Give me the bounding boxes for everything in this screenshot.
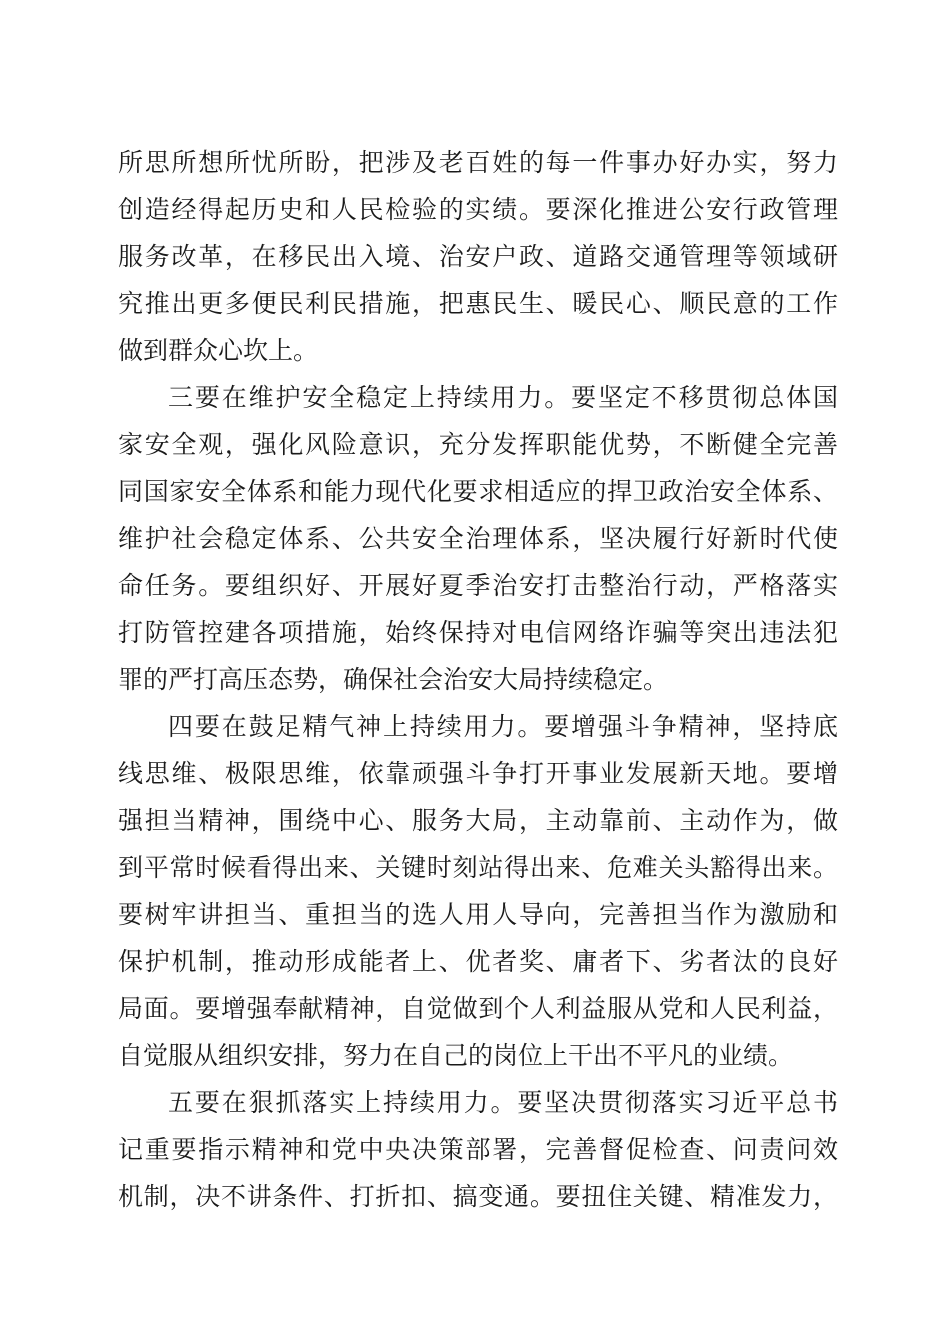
text-line: 创造经得起历史和人民检验的实绩。要深化推进公安行政管理 xyxy=(118,195,838,224)
text-line: 记重要指示精神和党中央决策部署，完善督促检查、问责问效 xyxy=(118,1135,838,1164)
text-line: 维护社会稳定体系、公共安全治理体系，坚决履行好新时代使 xyxy=(118,524,838,553)
text-line: 服务改革，在移民出入境、治安户政、道路交通管理等领域研 xyxy=(118,242,838,271)
text-line: 到平常时候看得出来、关键时刻站得出来、危难关头豁得出来。 xyxy=(118,853,838,882)
paragraph-first-line: 三要在维护安全稳定上持续用力。要坚定不移贯彻总体国 xyxy=(168,383,838,412)
text-line: 同国家安全体系和能力现代化要求相适应的捍卫政治安全体系、 xyxy=(118,477,838,506)
text-line: 自觉服从组织安排，努力在自己的岗位上干出不平凡的业绩。 xyxy=(118,1041,794,1070)
text-line: 打防管控建各项措施，始终保持对电信网络诈骗等突出违法犯 xyxy=(118,618,838,647)
text-line: 要树牢讲担当、重担当的选人用人导向，完善担当作为激励和 xyxy=(118,900,838,929)
text-line: 机制，决不讲条件、打折扣、搞变通。要扭住关键、精准发力， xyxy=(118,1182,838,1211)
text-line: 罪的严打高压态势，确保社会治安大局持续稳定。 xyxy=(118,665,669,694)
text-line: 家安全观，强化风险意识，充分发挥职能优势，不断健全完善 xyxy=(118,430,838,459)
text-line: 所思所想所忧所盼，把涉及老百姓的每一件事办好办实，努力 xyxy=(118,148,838,177)
paragraph-first-line: 五要在狠抓落实上持续用力。要坚决贯彻落实习近平总书 xyxy=(168,1088,838,1117)
text-line: 局面。要增强奉献精神，自觉做到个人利益服从党和人民利益， xyxy=(118,994,838,1023)
document-body-text xyxy=(118,139,838,1220)
text-line: 强担当精神，围绕中心、服务大局，主动靠前、主动作为，做 xyxy=(118,806,838,835)
text-line: 做到群众心坎上。 xyxy=(118,336,319,365)
paragraph-first-line: 四要在鼓足精气神上持续用力。要增强斗争精神，坚持底 xyxy=(168,712,838,741)
text-line: 保护机制，推动形成能者上、优者奖、庸者下、劣者汰的良好 xyxy=(118,947,838,976)
text-line: 命任务。要组织好、开展好夏季治安打击整治行动，严格落实 xyxy=(118,571,838,600)
text-line: 究推出更多便民利民措施，把惠民生、暖民心、顺民意的工作 xyxy=(118,289,838,318)
text-line: 线思维、极限思维，依靠顽强斗争打开事业发展新天地。要增 xyxy=(118,759,838,788)
